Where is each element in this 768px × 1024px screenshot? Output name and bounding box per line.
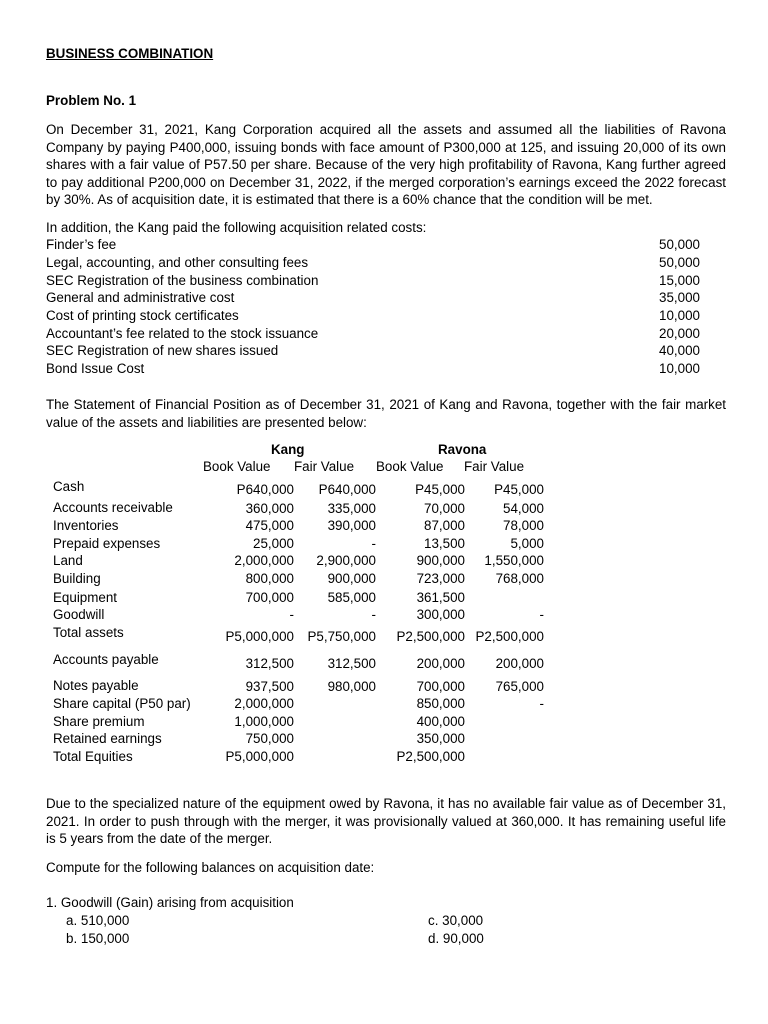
col-header: Fair Value [464,459,525,474]
cost-label: Accountant’s fee related to the stock issuance [46,326,319,341]
cost-label: SEC Registration of new shares issued [46,343,279,358]
table-cell: P5,750,000 [307,629,376,644]
cost-amount: 50,000 [659,237,700,252]
table-cell: - [539,607,544,622]
table-cell: P5,000,000 [225,629,294,644]
choice-b: b. 150,000 [66,931,130,946]
table-cell: 54,000 [503,501,544,516]
table-row-label: Prepaid expenses [53,536,161,551]
table-cell: 768,000 [495,571,544,586]
cost-label: Cost of printing stock certificates [46,308,239,323]
table-cell: - [289,607,294,622]
table-cell: 700,000 [416,679,465,694]
table-cell: 750,000 [245,731,294,746]
table-row-label: Share capital (P50 par) [53,696,191,711]
table-cell: 335,000 [327,501,376,516]
table-row-label: Retained earnings [53,731,162,746]
table-cell: - [371,536,376,551]
cost-label: Finder’s fee [46,237,117,252]
table-cell: 980,000 [327,679,376,694]
table-cell: P640,000 [236,482,294,497]
choice-a: a. 510,000 [66,913,130,928]
table-cell: 361,500 [416,590,465,605]
table-cell: P2,500,000 [475,629,544,644]
cost-amount: 50,000 [659,255,700,270]
table-cell: 1,550,000 [484,553,544,568]
cost-label: Bond Issue Cost [46,361,145,376]
cost-amount: 35,000 [659,290,700,305]
table-row-label: Total Equities [53,749,133,764]
table-cell: 723,000 [416,571,465,586]
cost-label: SEC Registration of the business combination [46,273,319,288]
table-cell: 360,000 [245,501,294,516]
choice-c: c. 30,000 [428,913,484,928]
group-header-kang: Kang [271,442,305,457]
table-cell: 25,000 [253,536,294,551]
table-cell: 585,000 [327,590,376,605]
table-cell: 78,000 [503,518,544,533]
table-cell: 87,000 [424,518,465,533]
table-row-label: Goodwill [53,607,105,622]
table-cell: 850,000 [416,696,465,711]
table-cell: 1,000,000 [234,714,294,729]
table-row-label: Notes payable [53,678,139,693]
table-row-label: Share premium [53,714,145,729]
question-text: 1. Goodwill (Gain) arising from acquisition [46,895,294,910]
cost-label: Legal, accounting, and other consulting fees [46,255,309,270]
table-row-label: Building [53,571,101,586]
equipment-note: Due to the specialized nature of the equipment owed by Ravona, it has no available fair value as of December 31, 2021. In order to push through with the merger, it was provisionally valued at 360,000. It has remaining useful life is 5 years from the date of the merger. [46,796,726,847]
table-cell: 937,500 [245,679,294,694]
table-cell: 200,000 [416,656,465,671]
table-row-label: Inventories [53,518,119,533]
table-cell: 390,000 [327,518,376,533]
table-row-label: Accounts payable [53,652,159,667]
document-title: BUSINESS COMBINATION [46,46,214,61]
table-cell: 900,000 [416,553,465,568]
col-header: Fair Value [294,459,355,474]
cost-amount: 15,000 [659,273,700,288]
table-cell: 700,000 [245,590,294,605]
table-cell: - [371,607,376,622]
cost-label: General and administrative cost [46,290,235,305]
compute-intro: Compute for the following balances on acquisition date: [46,860,375,875]
table-cell: P2,500,000 [396,749,465,764]
table-cell: P5,000,000 [225,749,294,764]
table-cell: 2,900,000 [316,553,376,568]
costs-intro: In addition, the Kang paid the following acquisition related costs: [46,220,427,235]
table-cell: P45,000 [415,482,465,497]
table-cell: 2,000,000 [234,553,294,568]
table-row-label: Equipment [53,590,118,605]
choice-d: d. 90,000 [428,931,484,946]
group-header-ravona: Ravona [438,442,487,457]
table-cell: 5,000 [510,536,544,551]
table-cell: 13,500 [424,536,465,551]
table-cell: 350,000 [416,731,465,746]
table-cell: P640,000 [318,482,376,497]
table-cell: 800,000 [245,571,294,586]
table-cell: P2,500,000 [396,629,465,644]
table-row-label: Total assets [53,625,124,640]
problem-heading: Problem No. 1 [46,93,137,108]
cost-amount: 40,000 [659,343,700,358]
table-cell: 900,000 [327,571,376,586]
sfp-intro: The Statement of Financial Position as of December 31, 2021 of Kang and Ravona, together with the fair market value of the assets and liabilities are presented below: [46,397,726,430]
table-row-label: Accounts receivable [53,500,173,515]
table-cell: - [539,696,544,711]
table-row-label: Cash [53,479,85,494]
table-cell: 200,000 [495,656,544,671]
cost-amount: 10,000 [659,361,700,376]
table-cell: 765,000 [495,679,544,694]
col-header: Book Value [376,459,444,474]
cost-amount: 20,000 [659,326,700,341]
table-cell: 300,000 [416,607,465,622]
table-cell: 400,000 [416,714,465,729]
table-cell: 475,000 [245,518,294,533]
col-header: Book Value [203,459,271,474]
cost-amount: 10,000 [659,308,700,323]
table-cell: 2,000,000 [234,696,294,711]
table-cell: 312,500 [245,656,294,671]
table-row-label: Land [53,553,83,568]
table-cell: 70,000 [424,501,465,516]
table-cell: P45,000 [494,482,544,497]
intro-paragraph: On December 31, 2021, Kang Corporation acquired all the assets and assumed all the liabilities of Ravona Company by paying P400,000, issuing bonds with face amount of P300,000 at 125, and issuing 20,000 of its own shares with a fair value of P57.50 per share. Because of the very high profitability of Ravona, Kang further agreed to pay additional P200,000 on December 31, 2022, if the merged corporation’s earnings exceed the 2022 forecast by 30%. As of acquisition date, it is estimated that there is a 60% chance that the condition will be met. [46,122,726,208]
table-cell: 312,500 [327,656,376,671]
